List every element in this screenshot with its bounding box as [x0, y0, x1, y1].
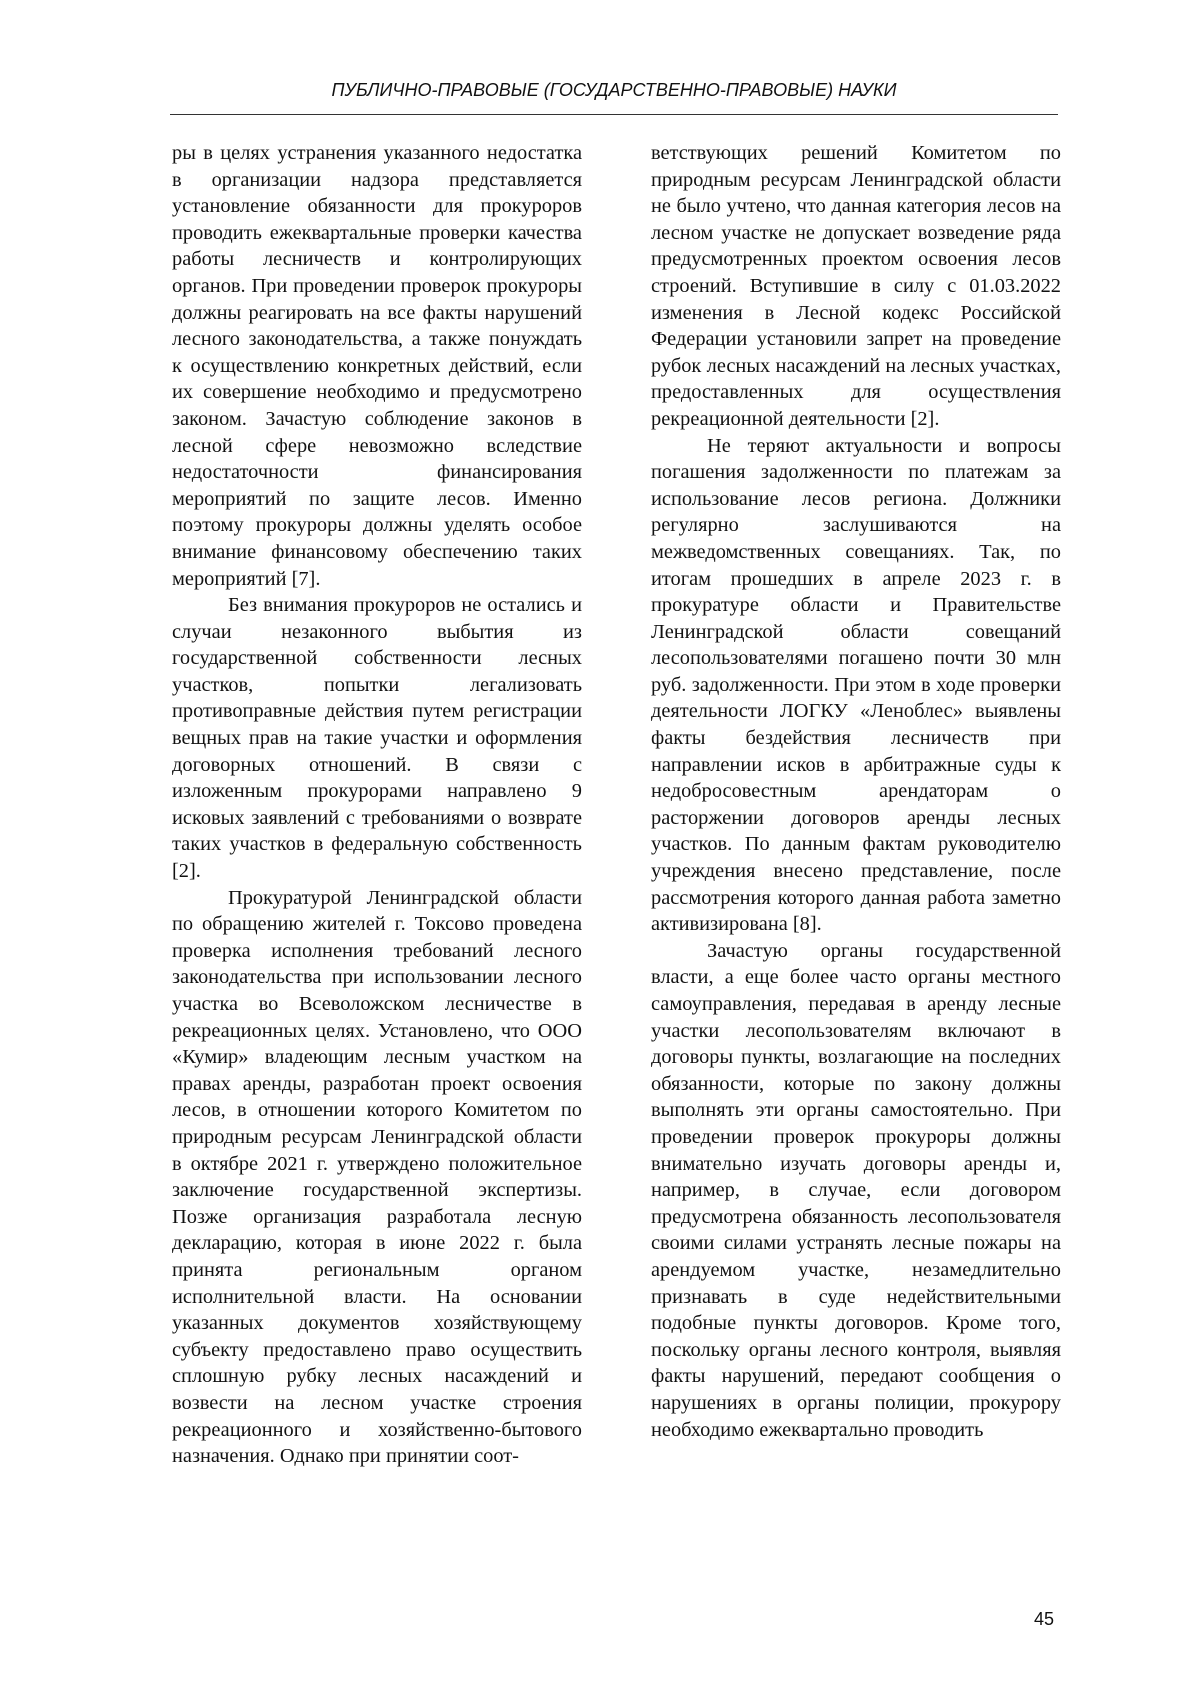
running-header: ПУБЛИЧНО-ПРАВОВЫЕ (ГОСУДАРСТВЕННО-ПРАВОВЫЕ) НАУКИ	[331, 80, 897, 100]
paragraph-right-3: Зачастую органы государственной власти, а еще более часто органы местного самоуправления, передавая в аренду лесные участки лесопользователям включают в договоры пункты, возлагающие на последних обязанности, которые по закону должны выполнять эти органы самостоятельно. При проведении проверок прокуроры должны внимательно изучать договоры аренды и, например, в случае, если договором предусмотрена обязанность лесопользователя своими силами устранять лесные пожары на арендуемом участке, незамедлительно признавать в суде недействительными подобные пункты договоров. Кроме того, поскольку органы лесного контроля, выявляя факты нарушений, передают сообщения о нарушениях в органы полиции, прокурору необходимо ежеквартально проводить	[651, 939, 1061, 1441]
header-divider	[170, 114, 1058, 115]
paragraph-right-1: ветствующих решений Комитетом по природным ресурсам Ленинградской области не было учтено, что данная категория лесов на лесном участке не допускает возведение ряда предусмотренных проектом освоения лесов строений. Вступившие в силу с 01.03.2022 изменения в Лесной кодекс Российской Федерации установили запрет на проведение рубок лесных насаждений на лесных участках, предоставленных для осуществления рекреационной деятельности [2].	[651, 142, 1061, 430]
paragraph-right-2: Не теряют актуальности и вопросы погашения задолженности по платежам за использование лесов региона. Должники регулярно заслушиваются на межведомственных совещаниях. Так, по итогам прошедших в апреле 2023 г. в прокуратуре области и Правительстве Ленинградской области совещаний лесопользователями погашено почти 30 млн руб. задолженности. При этом в ходе проверки деятельности ЛОГКУ «Леноблес» выявлены факты бездействия лесничеств при направлении исков в арбитражные суды к недобросовестным арендаторам о расторжении договоров аренды лесных участков. По данным фактам руководителю учреждения внесено представление, после рассмотрения которого данная работа заметно активизирована [8].	[651, 434, 1061, 936]
paragraph-left-1: ры в целях устранения указанного недостатка в организации надзора представляется установление обязанности для прокуроров проводить ежеквартальные проверки качества работы лесничеств и контролирующих органов. При проведении проверок прокуроры должны реагировать на все факты нарушений лесного законодательства, а также понуждать к осуществлению конкретных действий, если их совершение необходимо и предусмотрено законом. Зачастую соблюдение законов в лесной сфере невозможно вследствие недостаточности финансирования мероприятий по защите лесов. Именно поэтому прокуроры должны уделять особое внимание финансовому обеспечению таких мероприятий [7].	[172, 142, 582, 590]
paragraph-left-2: Без внимания прокуроров не остались и случаи незаконного выбытия из государственной собственности лесных участков, попытки легализовать противоправные действия путем регистрации вещных прав на такие участки и оформления договорных отношений. В связи с изложенным прокурорами направлено 9 исковых заявлений с требованиями о возврате таких участков в федеральную собственность [2].	[172, 594, 582, 883]
page-number: 45	[1034, 1609, 1055, 1629]
paragraph-left-3: Прокуратурой Ленинградской области по обращению жителей г. Токсово проведена проверка исполнения требований лесного законодательства при использовании лесного участка во Всеволожском лесничестве в рекреационных целях. Установлено, что ООО «Кумир» владеющим лесным участком на правах аренды, разработан проект освоения лесов, в отношении которого Комитетом по природным ресурсам Ленинградской области в октябре 2021 г. утверждено положительное заключение государственной экспертизы. Позже организация разработала лесную декларацию, которая в июне 2022 г. была принята региональным органом исполнительной власти. На основании указанных документов хозяйствующему субъекту предоставлено право осуществить сплошную рубку лесных насаждений и возвести на лесном участке строения рекреационного и хозяйственно-бытового назначения. Однако при принятии соот-	[172, 886, 582, 1468]
right-column	[651, 140, 1061, 1443]
left-column	[172, 140, 582, 1470]
